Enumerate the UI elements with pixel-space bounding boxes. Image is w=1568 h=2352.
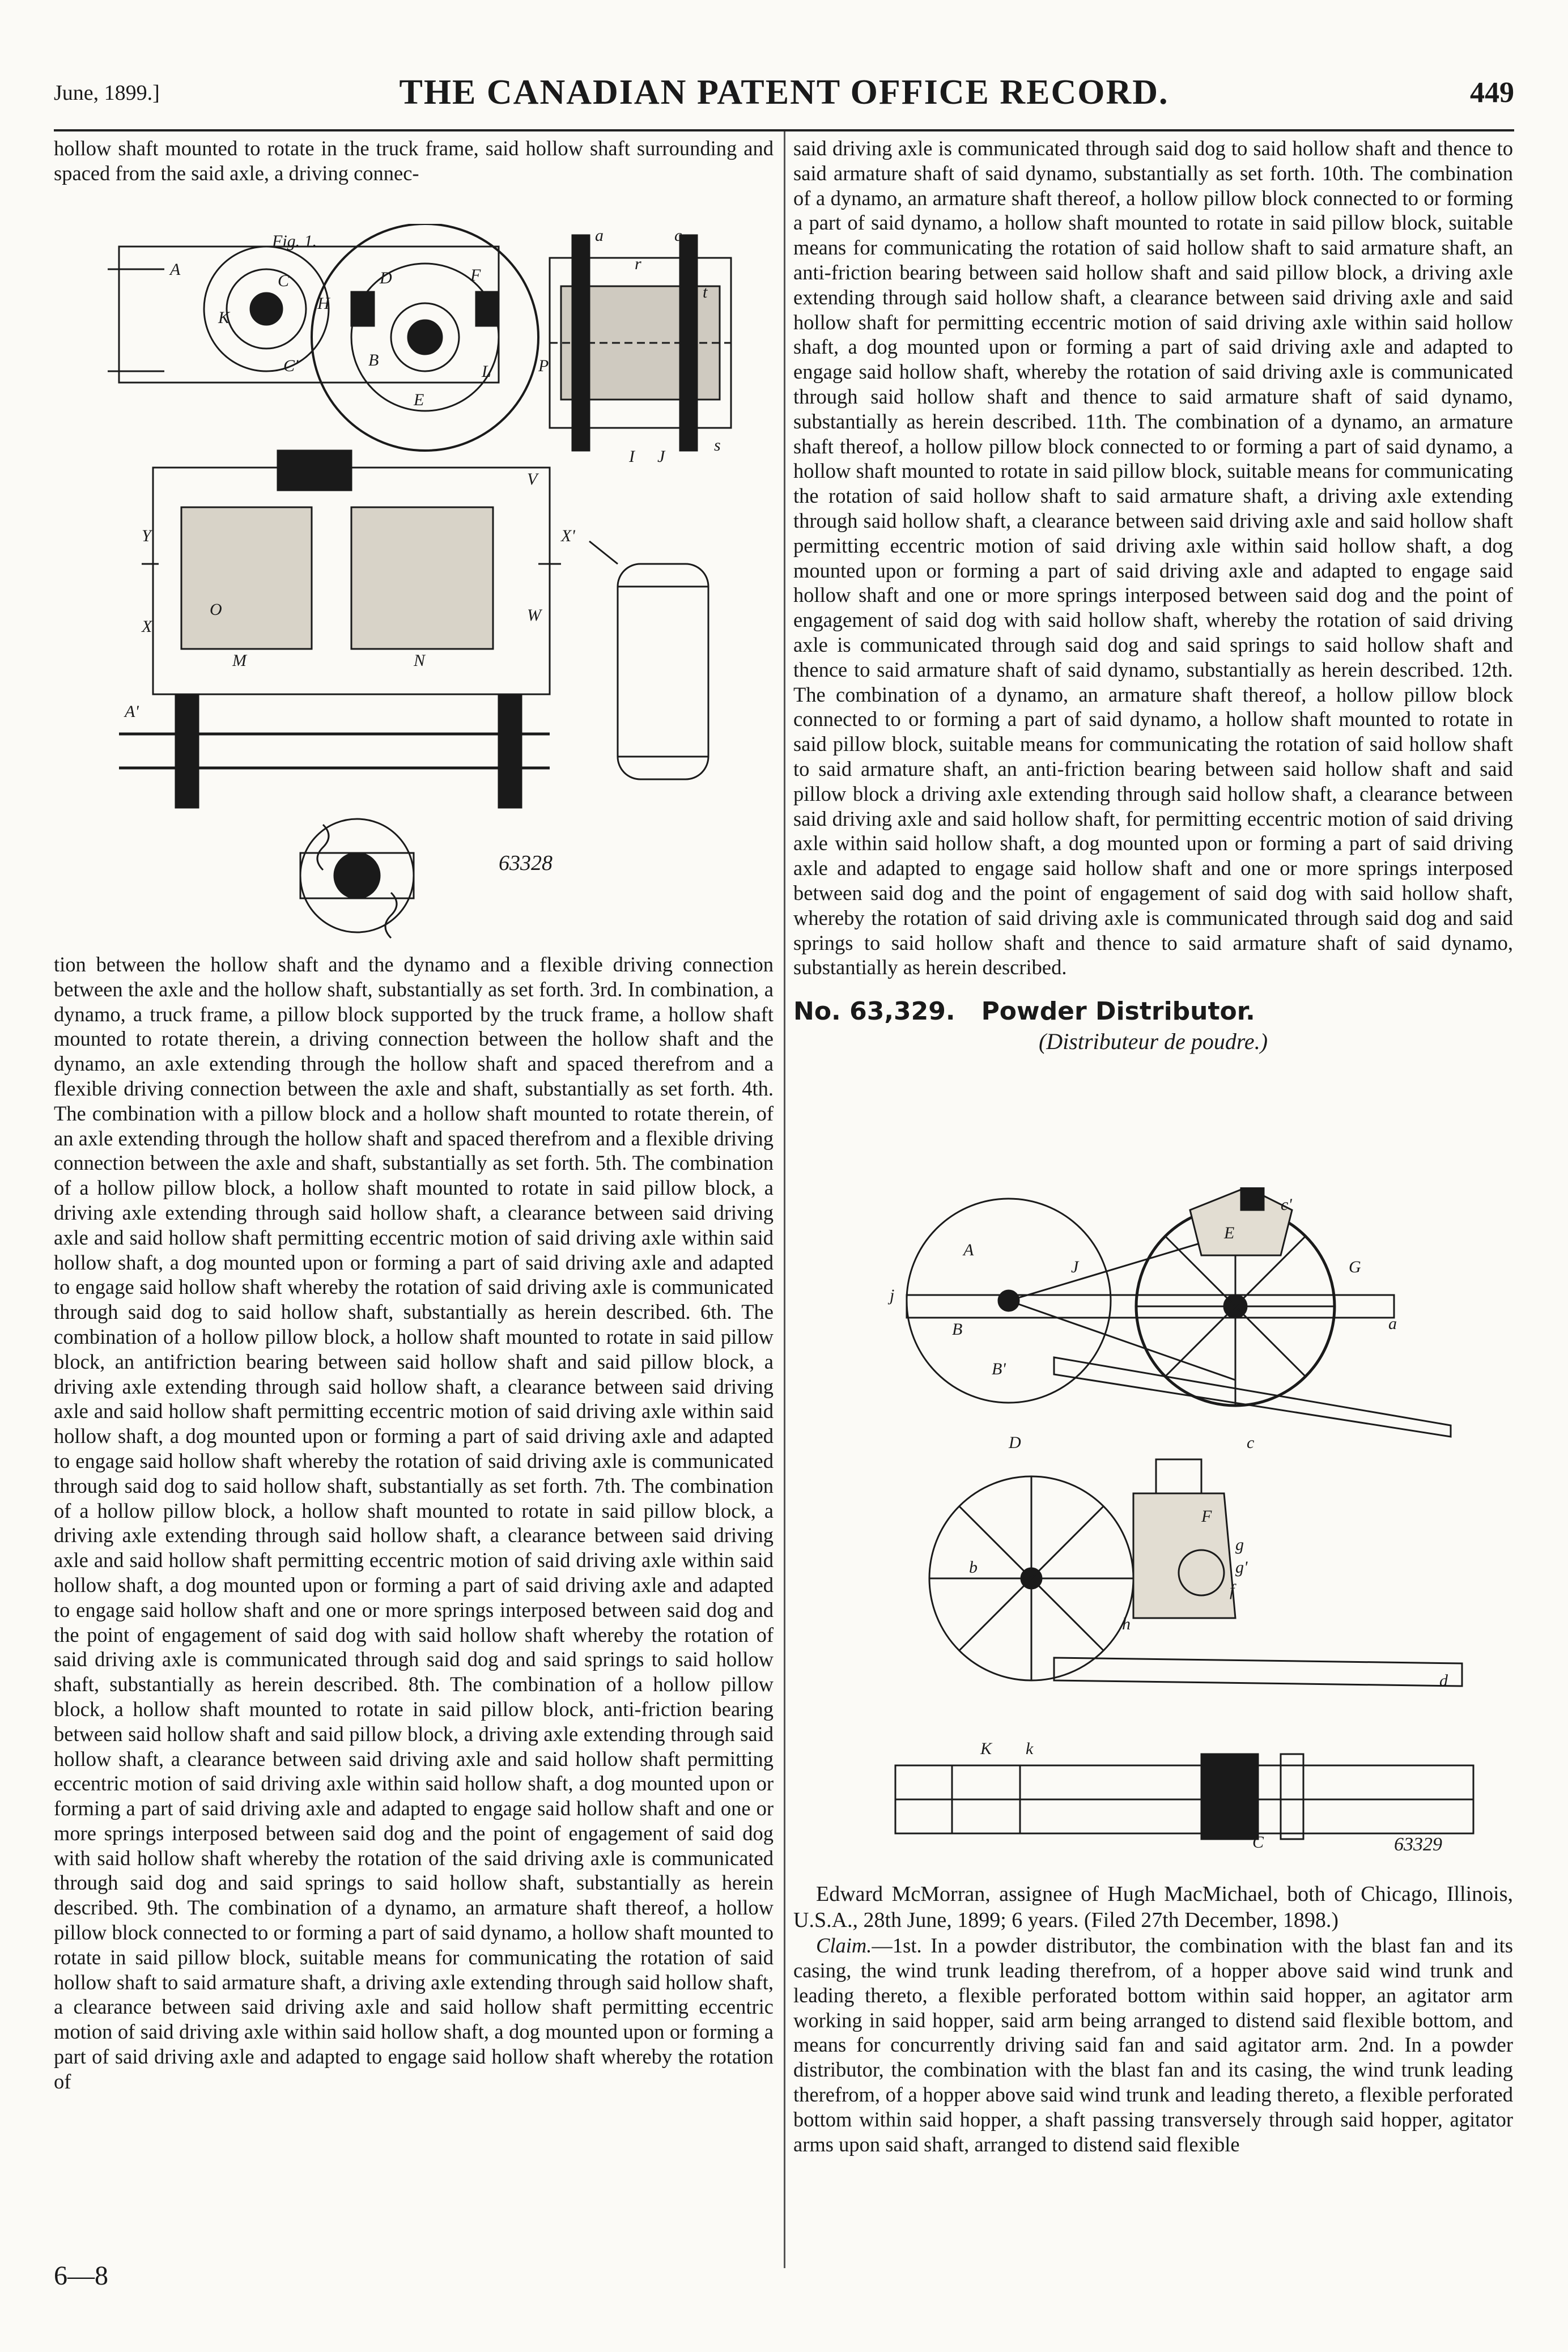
drawing-letter: d [1439,1671,1448,1690]
claim-text: —1st. In a powder distributor, the combination with the blast fan and its casing, the wind trunk leading therefrom, of a hopper above said wind trunk and leading thereto, a flexible perforated bottom within said hopper, an agitator arm working in said hopper, said arm being arranged to distend said flexible bottom, and means for concurrently driving said fan and said agitator arm. 2nd. In a powder distributor, the combination with the blast fan and its casing, the wind trunk leading therefrom, of a hopper above said wind trunk and leading thereto, a flexible perforated bottom within said hopper, a shaft passing transversely through said hopper, agitator arms upon said shaft, arranged to distend said flexible [793,1934,1513,2156]
drawing-letter: k [1026,1739,1034,1758]
patent-number: No. 63,329. [793,997,955,1026]
drawing-letter: c' [1281,1195,1292,1214]
left-body-text: tion between the hollow shaft and the dynamo and a flexible driving connection between the axle and the hollow shaft, substantially as set forth. 3rd. In combination, a dynamo, a truck frame, a pillow block supported by the truck frame, a hollow shaft mounted to rotate therein, a driving connection between the hollow shaft and the dynamo, an axle extending through the hollow shaft and spaced therefrom and a flexible driving connection between the axle and shaft, substantially as set forth. 4th. The combination with a pillow block and a hollow shaft mounted to rotate therein, of an axle extending through the hollow shaft and spaced therefrom and a flexible driving connection between the axle and shaft, substantially as set forth. 5th. The combination of a hollow pillow block, a hollow shaft mounted to rotate in said pillow block, a driving axle extending through said hollow shaft, a clearance between said driving axle and said hollow shaft permitting eccentric motion of said driving axle within said hollow shaft, a dog mounted upon or forming a part of said driving axle and adapted to engage said hollow shaft whereby the rotation of said driving axle is communicated through said dog to said hollow shaft, substantially as herein described. 6th. The combination of a hollow pillow block, a hollow shaft mounted to rotate in said pillow block, an antifriction bearing between said hollow shaft and said pillow block, a driving axle extending through said hollow shaft, a clearance between said driving axle and said hollow shaft permitting eccentric motion of said driving axle within said hollow shaft, a dog mounted upon or forming a part of said driving axle and adapted to engage said hollow shaft whereby the rotation of said driving axle is communicated through said dog to said hollow shaft, substantially as set forth. 7th. The combination of a hollow pillow block, a hollow shaft mounted to rotate in said pillow block, a driving axle extending through said hollow shaft, a clearance between said driving axle and said hollow shaft permitting eccentric motion of said driving axle within said hollow shaft, a dog mounted upon or forming a part of said driving axle and adapted to engage said hollow shaft and one or more springs interposed between said dog and the point of engagement of said dog with said hollow shaft whereby the rotation of said driving axle is communicated through said dog and said springs to said hollow shaft, substantially as herein described. 8th. The combination of a hollow pillow block, a hollow shaft mounted to rotate in said pillow block, anti-friction bearing between said hollow shaft and said pillow block, a driving axle extending through said hollow shaft, a clearance between said driving axle and said hollow shaft permitting eccentric motion of said driving axle within said hollow shaft, a dog mounted upon or forming a part of said driving axle and adapted to engage said hollow shaft and one or more springs interposed between said dog and the point of engagement of said dog with said hollow shaft whereby the rotation of the said driving axle is communicated through said dog and said springs to said hollow shaft, substantially as herein described. 9th. The combination of a dynamo, an armature shaft thereof, a hollow pillow block connected to or forming a part of said dynamo, a hollow shaft mounted to rotate in said pillow block, suitable means for communicating the rotation of said hollow shaft to said armature shaft, a driving axle extending through said hollow shaft, a clearance between said driving axle and said hollow shaft permitting eccentric motion of said driving axle within said hollow shaft, a dog mounted upon or forming a part of said driving axle and adapted to engage said hollow shaft whereby the rotation of [54,953,774,2093]
drawing-letter: j [890,1286,895,1305]
sheet-number: 6—8 [54,2261,108,2291]
drawing-letter: Y [142,527,151,545]
drawing-letter: f [1230,1581,1235,1599]
drawing-letter: B [368,351,379,370]
drawing-letter: C [1252,1833,1264,1852]
left-column [54,136,774,186]
drawing-letter: D [380,269,392,287]
drawing-letter: g [1235,1535,1244,1554]
drawing-letter: b [969,1558,978,1577]
drawing-letter: A [963,1241,974,1259]
fig-1-label: Fig. 1. [272,232,317,251]
drawing-letter: J [657,447,665,466]
drawing-letter: P [538,356,549,375]
drawing-letter: N [414,651,426,670]
patent-63328-drawing [108,224,742,944]
drawing-letter: L [482,362,491,381]
drawing-letter: A' [125,702,139,721]
left-body [54,952,774,2094]
drawing-letter: t [703,283,708,302]
drawing-letter: H [317,294,330,313]
patent-63329-text [793,1882,1513,2156]
drawing-letter: F [1201,1507,1212,1526]
drawing-letter: C [278,271,290,290]
drawing-letter: V [527,470,538,489]
drawing-letter: G [1349,1258,1361,1276]
page-number: 449 [1470,77,1514,109]
drawing-letter: g' [1235,1558,1248,1577]
drawing-letter: D [1009,1433,1021,1452]
drawing-letter: a [595,226,604,245]
patent-name: Powder Distributor. [981,997,1255,1026]
drawing-letter: a [1388,1314,1397,1333]
drawing-letter: B' [992,1360,1006,1378]
inventor-line: Edward McMorran, assignee of Hugh MacMichael, both of Chicago, Illinois, U.S.A., 28th June, 1899; 6 years. (Filed 27th December, 1898.) [793,1882,1513,1932]
claim-paragraph [793,1933,1513,2156]
right-top-text: said driving axle is communicated through said dog to said hollow shaft and thence to said armature shaft of said dynamo, substantially as set forth. 10th. The combination of a dynamo, an armature shaft thereof, a hollow pillow block connected to or forming a part of said dynamo, a hollow shaft mounted to rotate in said pillow block, suitable means for communicating the rotation of said hollow shaft to said armature shaft, an anti-friction bearing between said hollow shaft and said pillow block, a driving axle extending through said hollow shaft, a clearance between said driving axle and said hollow shaft for permitting eccentric motion of said driving axle within said hollow shaft, a dog mounted upon or forming a part of said driving axle and adapted to engage said hollow shaft, whereby the rotation of said driving axle is communicated through said hollow shaft and thence to said armature shaft of said dynamo, substantially as herein described. 11th. The combination of a dynamo, an armature shaft thereof, a hollow pillow block connected to or forming a part of said dynamo, a hollow shaft mounted to rotate in said pillow block, suitable means for communicating the rotation of said hollow shaft to said armature shaft, a driving axle extending through said hollow shaft, a clearance between said driving axle and said hollow shaft permitting eccentric motion of said driving axle within said hollow shaft, a dog mounted upon or forming a part of said driving axle and adapted to engage said hollow shaft and one or more springs interposed between said dog and the point of engagement of said dog with said hollow shaft, whereby the rotation of said driving axle is communicated through said dog and said springs to said hollow shaft and thence to said armature shaft of said dynamo, substantially as herein described. 12th. The combination of a dynamo, an armature shaft thereof, a hollow pillow block connected to or forming a part of said dynamo, a hollow shaft mounted to rotate in said pillow block, suitable means for communicating the rotation of said hollow shaft to said armature shaft, an anti-friction bearing between said hollow shaft and said pillow block a driving axle extending through said hollow shaft, a clearance between said driving axle and said hollow shaft, for permitting eccentric motion of said driving axle within said hollow shaft, a dog mounted upon or forming a part of said driving axle and adapted to engage said hollow shaft and one or more springs interposed between said dog and the point of engagement of said dog with said hollow shaft, whereby the rotation of said driving axle is communicated through said dog and said springs to said hollow shaft and thence to said armature shaft of said dynamo, substantially as herein described. [793,137,1513,979]
drawing-letter: B [952,1320,963,1339]
patent-63329-drawing [884,1187,1496,1867]
patent-mark-63329: 63329 [1394,1834,1442,1855]
drawing-letter: E [414,390,424,409]
drawing-letter: M [232,651,247,670]
page-header [54,73,1514,118]
drawing-letter: K [980,1739,992,1758]
drawing-letter: c [1247,1433,1255,1452]
left-top-text: hollow shaft mounted to rotate in the truck frame, said hollow shaft surrounding and spaced from the said axle, a driving connec- [54,137,774,185]
drawing-letter: C' [283,356,299,375]
issue-date: June, 1899.] [54,81,160,105]
drawing-letter: E [1224,1224,1235,1242]
drawing-letter: r [635,254,641,273]
drawing-letter: h [1122,1615,1131,1633]
drawing-letter: J [1071,1258,1079,1276]
journal-title: THE CANADIAN PATENT OFFICE RECORD. [399,73,1169,112]
claim-label: Claim. [816,1934,872,1958]
drawing-letter: X' [561,527,575,545]
patent-mark-63328: 63328 [499,851,553,875]
drawing-letter: X [142,617,152,636]
patent-french-name: (Distributeur de poudre.) [1038,1029,1268,1055]
drawing-letter: s [714,436,721,455]
drawing-letter: A [170,260,181,279]
drawing-letter: O [210,600,222,619]
drawing-letter: I [629,447,635,466]
drawing-letter: F [470,266,481,285]
column-divider [784,131,785,2268]
right-column [793,136,1513,1055]
patent-heading [793,997,1513,1026]
drawing-letter: W [527,606,541,625]
drawing-letter: K [218,308,230,327]
drawing-letter: c [674,226,682,245]
